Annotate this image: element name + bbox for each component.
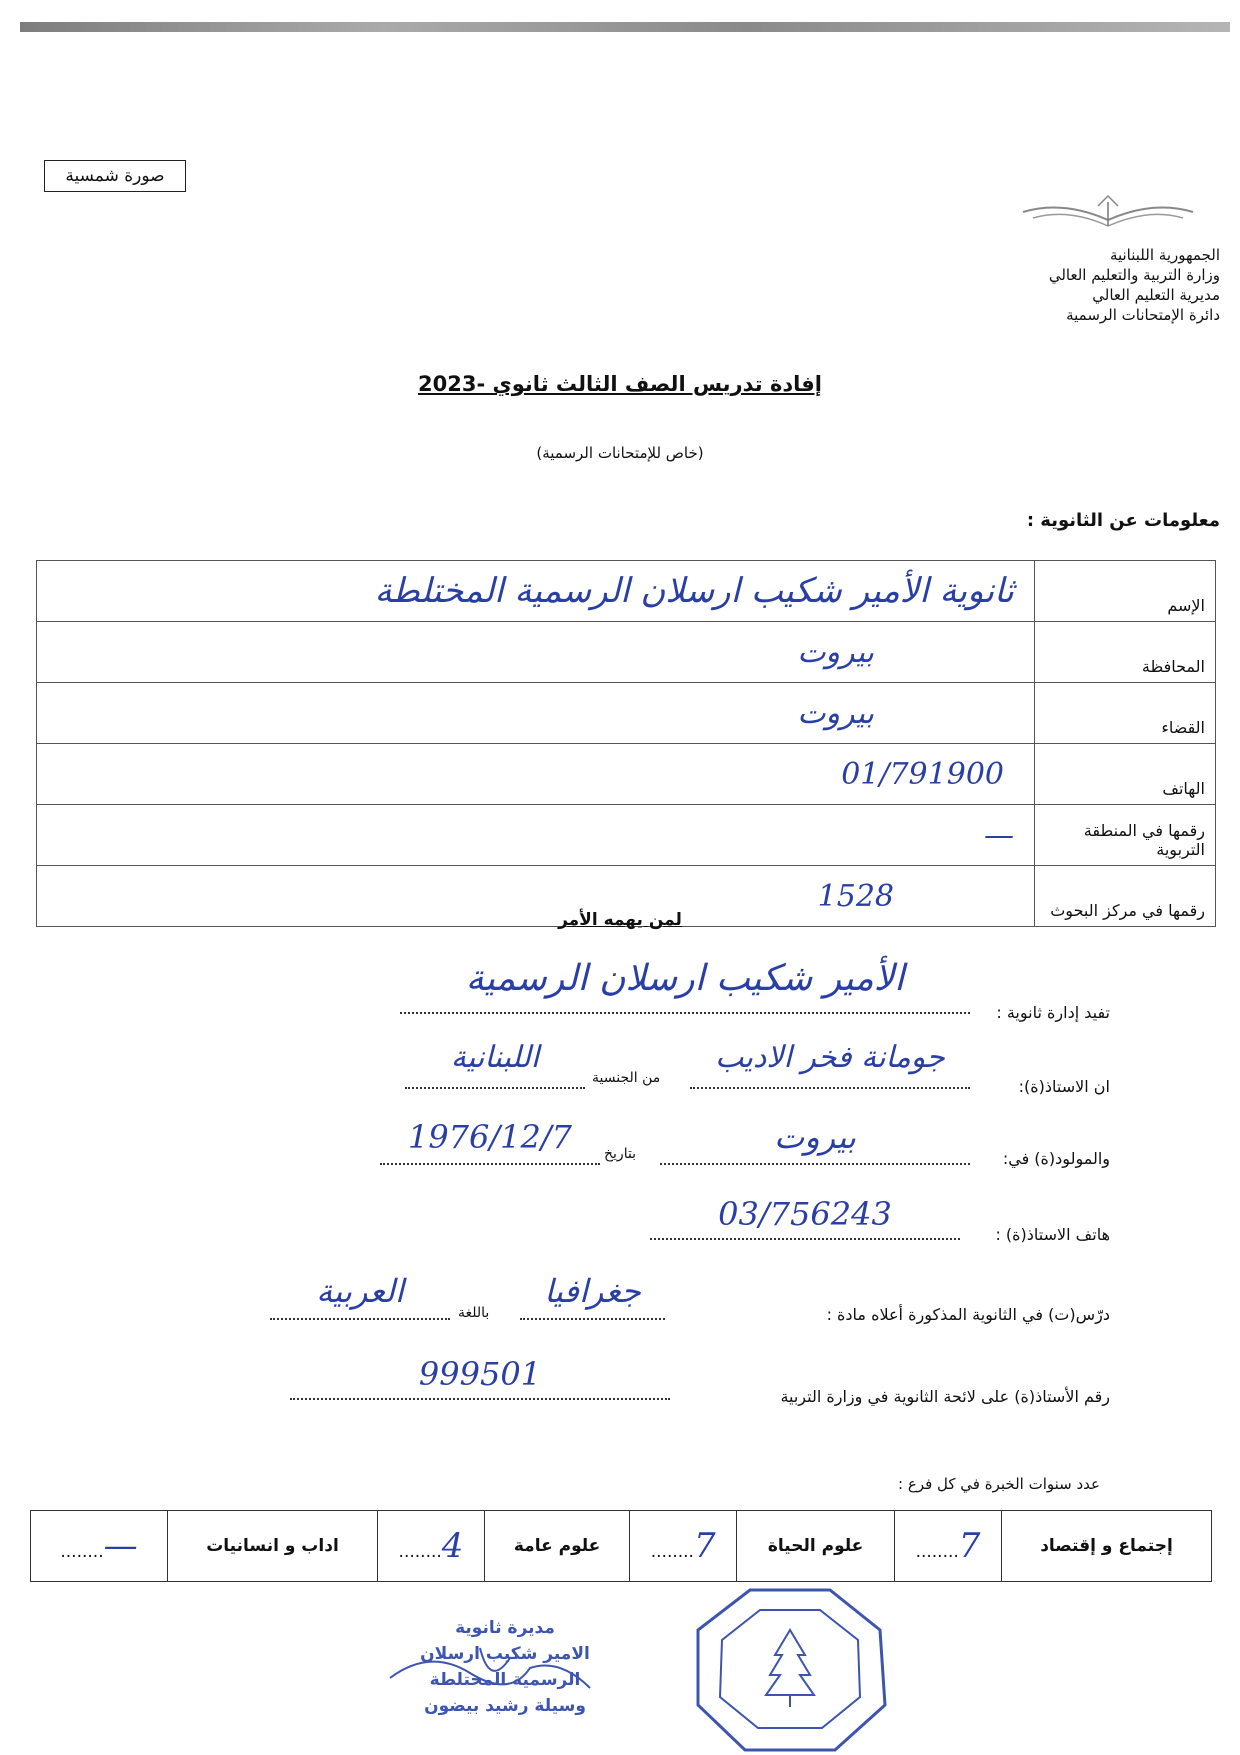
school-info-table [36,560,1216,927]
to-whom-heading: لمن يهمه الأمر [558,910,682,930]
subject-dots [520,1318,665,1320]
taught-subject-label: درّس(ت) في الثانوية المذكورة أعلاه مادة : [826,1305,1110,1324]
school-value: الأمير شكيب ارسلان الرسمية [465,958,905,999]
header-line: وزارة التربية والتعليم العالي [1048,266,1220,284]
row-label: رقمها في المنطقة التربوية [1035,805,1216,866]
ministry-number-label: رقم الأستاذ(ة) على لائحة الثانوية في وزارة التربية [780,1387,1110,1406]
stamp-line: وسيلة رشيد بيضون [424,1696,586,1716]
table-row [37,683,1216,744]
experience-heading: عدد سنوات الخبرة في كل فرع : [898,1475,1100,1493]
born-place-dots [660,1163,970,1165]
table-row [37,805,1216,866]
ministry-header [940,245,1220,325]
school-name-value: ثانوية الأمير شكيب ارسلان الرسمية المختلطة [37,561,1035,622]
born-place-value: بيروت [774,1118,856,1156]
signature-icon [360,1618,630,1718]
teacher-phone-label: هاتف الاستاذ(ة) : [995,1225,1110,1244]
nationality-label: من الجنسية [592,1070,661,1086]
photo-box-label: صورة شمسية [65,166,165,186]
branch-value: 7........ [895,1511,1002,1582]
header-line: الجمهورية اللبنانية [1109,246,1220,264]
table-row [31,1511,1212,1582]
branch-value: —........ [31,1511,168,1582]
branch-label: علوم عامة [484,1511,629,1582]
born-date-dots [380,1163,600,1165]
language-dots [270,1318,450,1320]
school-dots [400,1012,970,1014]
teacher-phone-dots [650,1238,960,1240]
branch-value: 7........ [630,1511,737,1582]
document-title: إفادة تدريس الصف الثالث ثانوي -2023 [418,372,822,396]
open-book-icon [1018,192,1198,232]
scan-top-edge [20,22,1230,32]
branch-value: 4........ [377,1511,484,1582]
row-label: المحافظة [1035,622,1216,683]
photo-box [44,160,186,192]
branch-label: إجتماع و إقتصاد [1002,1511,1212,1582]
stamp-line: الرسمية المختلطة [429,1670,581,1690]
stamp-line: الامير شكيب ارسلان [420,1644,590,1664]
ministry-number-dots [290,1398,670,1400]
row-label: الإسم [1035,561,1216,622]
table-row [37,744,1216,805]
table-row [37,622,1216,683]
row-label: الهاتف [1035,744,1216,805]
nationality-dots [405,1087,585,1089]
header-line: دائرة الإمتحانات الرسمية [1066,306,1220,324]
born-label: والمولود(ة) في: [1002,1149,1110,1168]
table-row [37,561,1216,622]
governorate-value: بيروت [37,622,1035,683]
stamp-line: مديرة ثانوية [455,1618,555,1638]
official-seal-icon [690,1585,890,1755]
header-line: مديرية التعليم العالي [1092,286,1220,304]
subject-value: جغرافيا [544,1272,641,1310]
row-label: القضاء [1035,683,1216,744]
experience-table [30,1510,1212,1582]
branch-label: اداب و انسانيات [168,1511,378,1582]
nationality-value: اللبنانية [450,1040,540,1075]
language-label: باللغة [458,1305,490,1321]
branch-label: علوم الحياة [737,1511,895,1582]
born-date-value: 1976/12/7 [407,1118,573,1156]
date-label: بتاريخ [604,1146,637,1162]
ministry-number-value: 999501 [418,1355,542,1393]
row-label: رقمها في مركز البحوث [1035,866,1216,927]
phone-value: 01/791900 [37,744,1035,805]
teacher-value: جومانة فخر الاديب [715,1040,945,1075]
school-label: تفيد إدارة ثانوية : [996,1003,1110,1022]
regional-number-value: — [37,805,1035,866]
document-subtitle: (خاص للإمتحانات الرسمية) [536,444,704,462]
language-value: العربية [316,1272,404,1310]
teacher-label: ان الاستاذ(ة): [1018,1077,1110,1096]
teacher-phone-value: 03/756243 [718,1195,892,1233]
research-center-number-value: 1528 [37,866,1035,927]
district-value: بيروت [37,683,1035,744]
school-info-heading: معلومات عن الثانوية : [1026,510,1220,531]
teacher-dots [690,1087,970,1089]
